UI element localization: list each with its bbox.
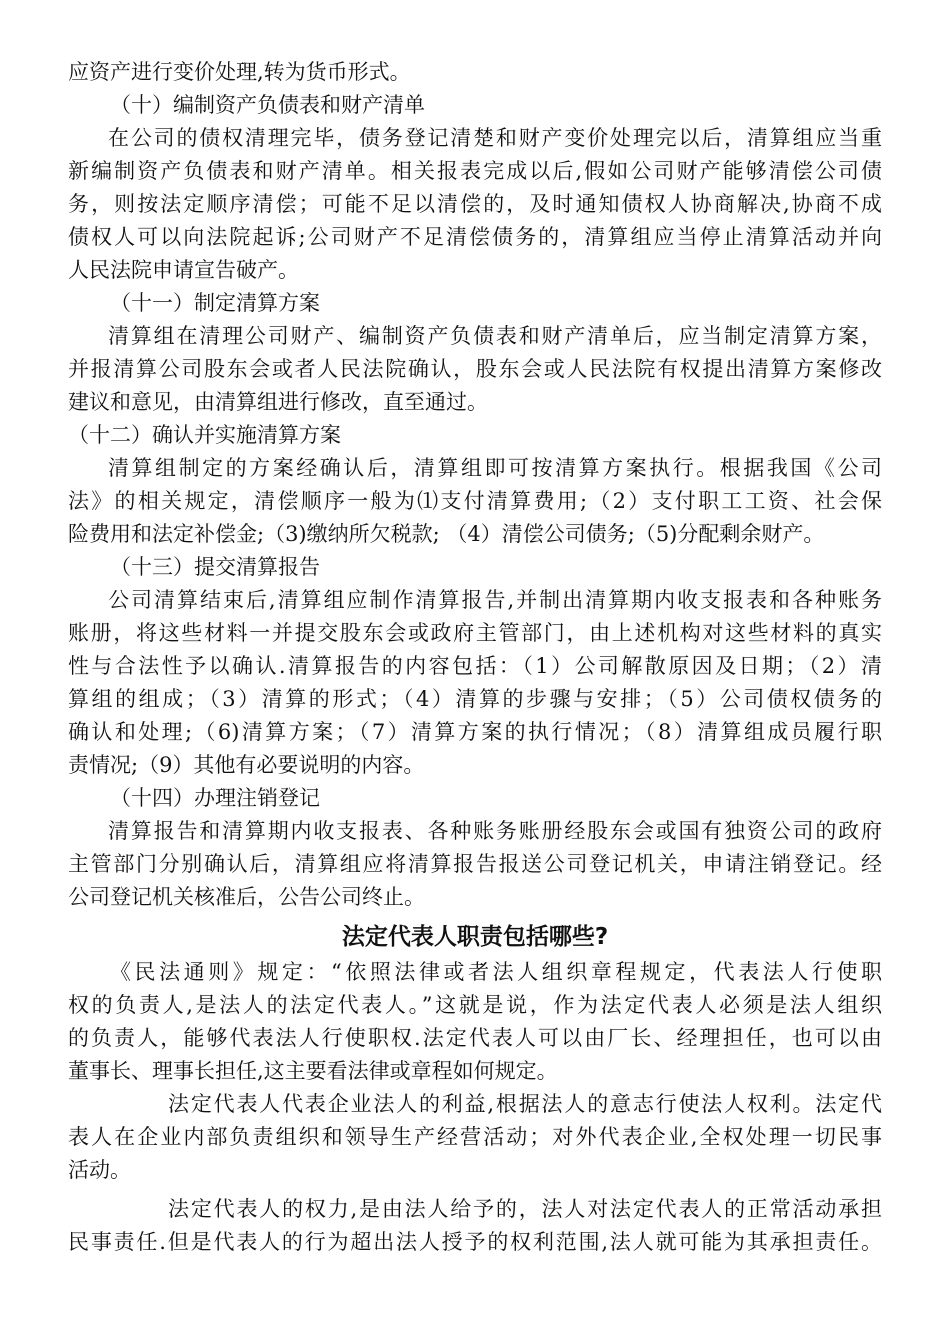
text-line: 清算组在清理公司财产、编制资产负债表和财产清单后，应当制定清算方案，	[108, 324, 882, 348]
subsection-heading: （十四）办理注销登记	[110, 786, 320, 810]
text-line: 责情况;（9）其他有必要说明的内容。	[68, 753, 425, 777]
text-line: 建议和意见，由清算组进行修改，直至通过。	[68, 390, 488, 414]
text-line: （十二）确认并实施清算方案	[68, 423, 341, 447]
text-line: 确认和处理;（6)清算方案；（7）清算方案的执行情况；（8）清算组成员履行职	[68, 720, 882, 744]
subsection-heading: （十一）制定清算方案	[110, 291, 320, 315]
text-line: 应资产进行变价处理,转为货币形式。	[68, 60, 411, 84]
text-line: 《民法通则》规定：“依照法律或者法人组织章程规定，代表法人行使职	[110, 960, 882, 984]
text-line: 清算组制定的方案经确认后，清算组即可按清算方案执行。根据我国《公司	[108, 456, 882, 480]
text-line: 主管部门分别确认后，清算组应将清算报告报送公司登记机关，申请注销登记。经	[68, 852, 882, 876]
text-line: 的负责人，能够代表法人行使职权.法定代表人可以由厂长、经理担任，也可以由	[68, 1026, 882, 1050]
text-line: 算组的组成；（3）清算的形式；（4）清算的步骤与安排；（5）公司债权债务的	[68, 687, 882, 711]
text-line: 新编制资产负债表和财产清单。相关报表完成以后,假如公司财产能够清偿公司债	[68, 159, 882, 183]
text-line: 人民法院申请宣告破产。	[68, 258, 299, 282]
text-line: 险费用和法定补偿金;（3)缴纳所欠税款; （4）清偿公司债务;（5)分配剩余财产。	[68, 522, 825, 546]
section-title: 法定代表人职责包括哪些?	[341, 924, 609, 950]
text-line: 法》的相关规定，清偿顺序一般为⑴支付清算费用;（2）支付职工工资、社会保	[68, 489, 882, 513]
text-line: 清算报告和清算期内收支报表、各种账务账册经股东会或国有独资公司的政府	[108, 819, 882, 843]
text-line: 在公司的债权清理完毕，债务登记清楚和财产变价处理完以后，清算组应当重	[108, 126, 882, 150]
text-line: 董事长、理事长担任,这主要看法律或章程如何规定。	[68, 1059, 558, 1083]
text-line: 性与合法性予以确认.清算报告的内容包括：（1）公司解散原因及日期；（2）清	[68, 654, 882, 678]
text-line: 活动。	[68, 1158, 131, 1182]
text-line: 公司清算结束后,清算组应制作清算报告,并制出清算期内收支报表和各种账务	[108, 588, 882, 612]
subsection-heading: （十）编制资产负债表和财产清单	[110, 93, 425, 117]
text-line: 务，则按法定顺序清偿；可能不足以清偿的，及时通知债权人协商解决,协商不成	[68, 192, 882, 216]
legal-representative-section	[68, 956, 882, 1259]
text-line: 法定代表人的权力,是由法人给予的，法人对法定代表人的正常活动承担	[168, 1197, 882, 1221]
text-line: 公司登记机关核准后，公告公司终止。	[68, 885, 425, 909]
text-line: 并报清算公司股东会或者人民法院确认，股东会或人民法院有权提出清算方案修改	[68, 357, 882, 381]
text-line: 民事责任.但是代表人的行为超出法人授予的权利范围,法人就可能为其承担责任。	[68, 1230, 882, 1254]
subsection-heading: （十三）提交清算报告	[110, 555, 320, 579]
liquidation-steps-section	[68, 56, 882, 914]
text-line: 权的负责人,是法人的法定代表人。”这就是说，作为法定代表人必须是法人组织	[68, 993, 882, 1017]
text-line: 表人在企业内部负责组织和领导生产经营活动；对外代表企业,全权处理一切民事	[68, 1125, 882, 1149]
text-line: 债权人可以向法院起诉;公司财产不足清偿债务的，清算组应当停止清算活动并向	[68, 225, 882, 249]
text-line: 法定代表人代表企业法人的利益,根据法人的意志行使法人权利。法定代	[168, 1092, 882, 1116]
text-line: 账册，将这些材料一并提交股东会或政府主管部门，由上述机构对这些材料的真实	[68, 621, 882, 645]
